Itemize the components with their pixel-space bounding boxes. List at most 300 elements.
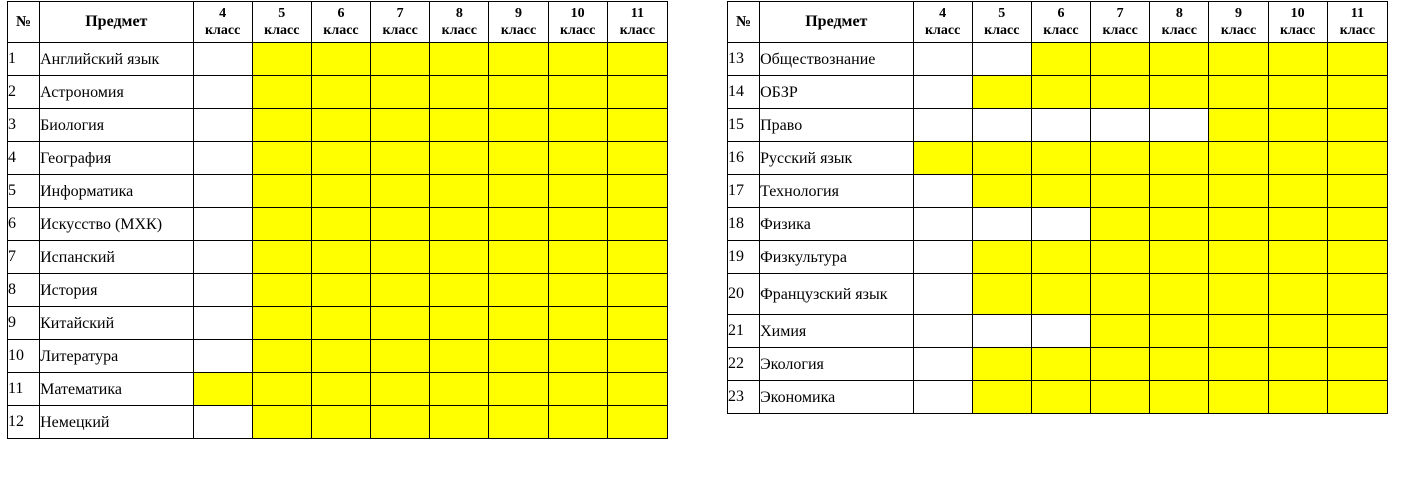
row-number: 6 (8, 208, 40, 241)
grade-cell-available (1031, 381, 1090, 414)
grade-cell-available (1327, 142, 1387, 175)
column-header-grade-7 (1091, 2, 1150, 43)
grade-cell-empty (193, 241, 252, 274)
subject-name: ОБЗР (760, 76, 913, 109)
grade-word: класс (1161, 23, 1197, 38)
grade-cell-available (430, 274, 489, 307)
grade-word: класс (382, 23, 418, 38)
grade-cell-available (1327, 348, 1387, 381)
table-row (728, 315, 1388, 348)
grade-cell-available (607, 76, 667, 109)
table-row (8, 76, 668, 109)
grade-cell-available (548, 43, 607, 76)
grade-cell-available (1150, 315, 1209, 348)
grade-cell-available (1031, 142, 1090, 175)
row-number: 2 (8, 76, 40, 109)
grade-cell-available (311, 175, 370, 208)
grade-cell-available (311, 340, 370, 373)
row-number: 10 (8, 340, 40, 373)
grade-number: 7 (396, 6, 404, 21)
grade-cell-available (311, 208, 370, 241)
grade-cell-empty (972, 315, 1031, 348)
grade-cell-available (371, 208, 430, 241)
grade-number: 7 (1116, 6, 1124, 21)
grade-cell-available (607, 373, 667, 406)
grade-cell-available (1209, 241, 1268, 274)
table-row (8, 175, 668, 208)
grade-cell-available (311, 241, 370, 274)
grade-number: 5 (998, 6, 1006, 21)
grade-word: класс (204, 23, 241, 38)
table-row (8, 373, 668, 406)
row-number: 17 (728, 175, 760, 208)
table-row (728, 241, 1388, 274)
row-number: 1 (8, 43, 40, 76)
grade-cell-available (430, 208, 489, 241)
grade-cell-available (1150, 274, 1209, 315)
grade-cell-available (311, 142, 370, 175)
grade-cell-available (430, 307, 489, 340)
grade-cell-available (1327, 315, 1387, 348)
grade-cell-empty (913, 315, 972, 348)
column-header-number: № (8, 2, 40, 43)
grade-cell-available (607, 142, 667, 175)
grade-cell-available (371, 340, 430, 373)
grade-cell-available (252, 274, 311, 307)
grade-cell-available (1209, 175, 1268, 208)
grade-cell-available (430, 373, 489, 406)
subject-name: Право (760, 109, 913, 142)
grade-number: 10 (570, 6, 585, 21)
grade-cell-available (371, 109, 430, 142)
grade-cell-empty (913, 109, 972, 142)
table-row (728, 142, 1388, 175)
grade-cell-available (548, 76, 607, 109)
row-number: 8 (8, 274, 40, 307)
grade-cell-available (972, 381, 1031, 414)
grade-cell-available (1031, 175, 1090, 208)
grade-cell-available (252, 142, 311, 175)
grade-cell-empty (972, 208, 1031, 241)
row-number: 23 (728, 381, 760, 414)
grade-cell-empty (1091, 109, 1150, 142)
subject-name: Экономика (760, 381, 913, 414)
header-row (8, 2, 668, 43)
row-number: 3 (8, 109, 40, 142)
subject-name: Физика (760, 208, 913, 241)
grade-cell-available (972, 274, 1031, 315)
grade-number: 9 (514, 6, 522, 21)
grade-cell-available (1327, 381, 1387, 414)
grade-cell-available (1327, 109, 1387, 142)
grade-number: 4 (939, 6, 947, 21)
grade-cell-available (1150, 142, 1209, 175)
grade-cell-available (311, 43, 370, 76)
column-header-grade-7 (371, 2, 430, 43)
table-row (728, 208, 1388, 241)
grade-cell-available (548, 340, 607, 373)
row-number: 13 (728, 43, 760, 76)
subject-name: Биология (40, 109, 193, 142)
grade-cell-empty (193, 142, 252, 175)
row-number: 14 (728, 76, 760, 109)
grade-number: 10 (1290, 6, 1305, 21)
table-row (8, 307, 668, 340)
column-header-grade-5 (252, 2, 311, 43)
subjects-table-left (7, 1, 668, 439)
subject-name: Искусство (МХК) (40, 208, 193, 241)
grade-cell-available (252, 208, 311, 241)
grade-cell-available (548, 274, 607, 307)
grade-cell-available (1091, 241, 1150, 274)
grade-cell-available (1031, 274, 1090, 315)
grade-cell-empty (1031, 315, 1090, 348)
grade-cell-available (548, 406, 607, 439)
grade-word: класс (323, 23, 359, 38)
grade-cell-available (1209, 274, 1268, 315)
grade-cell-empty (193, 175, 252, 208)
grade-word: класс (441, 23, 477, 38)
grade-cell-available (371, 307, 430, 340)
column-header-grade-6 (1031, 2, 1090, 43)
grade-word: класс (1339, 23, 1376, 38)
table-row (8, 109, 668, 142)
grade-cell-available (1268, 142, 1327, 175)
grade-word: класс (1220, 23, 1257, 38)
subject-name: Английский язык (40, 43, 193, 76)
grade-cell-available (252, 340, 311, 373)
grade-cell-available (1327, 175, 1387, 208)
grade-cell-available (607, 208, 667, 241)
grade-cell-available (972, 348, 1031, 381)
row-number: 15 (728, 109, 760, 142)
grade-cell-available (972, 142, 1031, 175)
grade-cell-available (1209, 208, 1268, 241)
grade-cell-available (489, 241, 548, 274)
grade-cell-available (430, 142, 489, 175)
grade-cell-available (252, 406, 311, 439)
table-row (8, 406, 668, 439)
grade-cell-available (548, 373, 607, 406)
grade-cell-available (311, 307, 370, 340)
grade-cell-available (1209, 43, 1268, 76)
grade-cell-empty (913, 241, 972, 274)
subject-name: Экология (760, 348, 913, 381)
subject-name: Русский язык (760, 142, 913, 175)
column-header-grade-10 (1268, 2, 1327, 43)
grade-cell-available (252, 175, 311, 208)
grade-cell-available (252, 373, 311, 406)
grade-cell-available (1268, 208, 1327, 241)
grade-cell-empty (1031, 208, 1090, 241)
grade-cell-available (1209, 109, 1268, 142)
column-header-grade-8 (430, 2, 489, 43)
row-number: 5 (8, 175, 40, 208)
grade-number: 6 (1057, 6, 1065, 21)
grade-number: 9 (1234, 6, 1242, 21)
subjects-table-right (727, 1, 1388, 414)
row-number: 18 (728, 208, 760, 241)
column-header-grade-6 (311, 2, 370, 43)
grade-cell-empty (913, 43, 972, 76)
grade-cell-available (1091, 175, 1150, 208)
grade-cell-empty (193, 274, 252, 307)
grade-cell-available (1209, 76, 1268, 109)
grade-cell-available (1031, 76, 1090, 109)
grade-cell-available (489, 43, 548, 76)
subject-name: Обществознание (760, 43, 913, 76)
subject-name: Французский язык (760, 274, 913, 315)
subject-name: Информатика (40, 175, 193, 208)
grade-cell-available (371, 175, 430, 208)
grade-number: 4 (219, 6, 227, 21)
table-row (728, 76, 1388, 109)
grade-cell-available (371, 373, 430, 406)
grade-cell-available (1150, 76, 1209, 109)
table-row (728, 381, 1388, 414)
grade-cell-empty (913, 76, 972, 109)
grade-cell-available (1209, 348, 1268, 381)
subject-name: Испанский (40, 241, 193, 274)
grade-cell-empty (913, 348, 972, 381)
grade-cell-available (489, 406, 548, 439)
grade-cell-available (548, 307, 607, 340)
grade-cell-available (548, 175, 607, 208)
grade-cell-available (252, 307, 311, 340)
table-row (728, 348, 1388, 381)
grade-cell-available (1268, 175, 1327, 208)
grade-cell-available (252, 43, 311, 76)
table-row (728, 274, 1388, 315)
grade-cell-empty (913, 175, 972, 208)
grade-cell-available (548, 142, 607, 175)
grade-cell-available (972, 76, 1031, 109)
grade-cell-available (1268, 109, 1327, 142)
subject-name: Физкультура (760, 241, 913, 274)
grade-cell-available (607, 274, 667, 307)
grade-word: класс (1043, 23, 1079, 38)
grade-cell-available (1268, 274, 1327, 315)
grade-cell-available (1091, 274, 1150, 315)
row-number: 16 (728, 142, 760, 175)
grade-cell-available (1091, 43, 1150, 76)
header-row (728, 2, 1388, 43)
grade-cell-available (1268, 315, 1327, 348)
grade-cell-available (430, 76, 489, 109)
grade-cell-empty (913, 381, 972, 414)
grade-cell-empty (193, 208, 252, 241)
grade-cell-available (1209, 142, 1268, 175)
column-header-grade-5 (972, 2, 1031, 43)
grade-cell-available (1327, 43, 1387, 76)
subject-name: Немецкий (40, 406, 193, 439)
subject-name: Астрономия (40, 76, 193, 109)
table-row (8, 142, 668, 175)
grade-cell-available (489, 340, 548, 373)
subject-name: Китайский (40, 307, 193, 340)
grade-cell-available (1091, 142, 1150, 175)
column-header-subject: Предмет (40, 2, 193, 43)
grade-cell-available (1150, 208, 1209, 241)
table-row (8, 274, 668, 307)
grade-cell-available (972, 241, 1031, 274)
grade-cell-available (913, 142, 972, 175)
grade-cell-empty (913, 208, 972, 241)
subject-name: Химия (760, 315, 913, 348)
grade-cell-available (371, 241, 430, 274)
grade-cell-available (1268, 43, 1327, 76)
subject-name: Литература (40, 340, 193, 373)
grade-cell-available (311, 76, 370, 109)
row-number: 20 (728, 274, 760, 315)
grade-cell-available (1327, 76, 1387, 109)
grade-cell-empty (193, 307, 252, 340)
grade-cell-empty (972, 43, 1031, 76)
table-row (8, 241, 668, 274)
grade-cell-available (371, 76, 430, 109)
grade-cell-available (1150, 43, 1209, 76)
grade-cell-available (311, 109, 370, 142)
grade-cell-available (430, 406, 489, 439)
column-header-number: № (728, 2, 760, 43)
grade-number: 8 (1175, 6, 1183, 21)
grade-cell-available (607, 43, 667, 76)
grade-cell-available (489, 109, 548, 142)
grade-cell-available (430, 340, 489, 373)
grade-cell-empty (193, 406, 252, 439)
grade-cell-available (607, 307, 667, 340)
grade-cell-available (548, 241, 607, 274)
column-header-grade-11 (1327, 2, 1387, 43)
grade-number: 11 (1350, 6, 1364, 21)
grade-cell-available (430, 175, 489, 208)
column-header-grade-11 (607, 2, 667, 43)
grade-cell-available (430, 109, 489, 142)
table-row (8, 43, 668, 76)
grade-cell-available (1327, 208, 1387, 241)
column-header-grade-4 (193, 2, 252, 43)
grade-word: класс (619, 23, 656, 38)
grade-cell-available (607, 406, 667, 439)
grade-word: класс (924, 23, 961, 38)
row-number: 12 (8, 406, 40, 439)
grade-cell-available (1268, 348, 1327, 381)
grade-cell-empty (193, 109, 252, 142)
grade-cell-available (252, 109, 311, 142)
grade-cell-empty (972, 109, 1031, 142)
subject-name: География (40, 142, 193, 175)
grade-cell-available (607, 175, 667, 208)
column-header-grade-9 (1209, 2, 1268, 43)
grade-cell-available (607, 340, 667, 373)
grade-cell-available (1091, 315, 1150, 348)
grade-cell-available (1209, 315, 1268, 348)
grade-cell-available (548, 109, 607, 142)
grade-cell-available (489, 142, 548, 175)
grade-cell-available (1091, 208, 1150, 241)
grade-cell-available (1150, 175, 1209, 208)
row-number: 11 (8, 373, 40, 406)
grade-word: класс (984, 23, 1020, 38)
column-header-grade-9 (489, 2, 548, 43)
grade-cell-available (311, 406, 370, 439)
grade-cell-available (489, 274, 548, 307)
grade-cell-available (489, 307, 548, 340)
subject-name: Математика (40, 373, 193, 406)
grade-number: 5 (278, 6, 286, 21)
grade-cell-available (371, 142, 430, 175)
grade-cell-empty (913, 274, 972, 315)
table-row (728, 109, 1388, 142)
grade-cell-available (1327, 241, 1387, 274)
grade-cell-available (607, 109, 667, 142)
grade-cell-available (430, 43, 489, 76)
table-row (728, 43, 1388, 76)
row-number: 4 (8, 142, 40, 175)
grade-cell-empty (1031, 109, 1090, 142)
subject-name: История (40, 274, 193, 307)
grade-cell-available (311, 274, 370, 307)
row-number: 7 (8, 241, 40, 274)
grade-cell-available (311, 373, 370, 406)
grade-cell-available (489, 175, 548, 208)
grade-cell-available (1091, 76, 1150, 109)
grade-cell-empty (193, 76, 252, 109)
grade-word: класс (264, 23, 300, 38)
grade-cell-available (1150, 381, 1209, 414)
table-row (8, 340, 668, 373)
grade-cell-available (1327, 274, 1387, 315)
grade-cell-available (1268, 381, 1327, 414)
grade-cell-available (1209, 381, 1268, 414)
grade-word: класс (559, 23, 596, 38)
table-row (728, 175, 1388, 208)
grade-cell-available (607, 241, 667, 274)
grade-word: класс (1102, 23, 1138, 38)
grade-cell-available (1091, 381, 1150, 414)
grade-cell-available (972, 175, 1031, 208)
grade-cell-available (489, 373, 548, 406)
grade-word: класс (500, 23, 537, 38)
subject-name: Технология (760, 175, 913, 208)
grade-cell-available (371, 406, 430, 439)
grade-cell-available (430, 241, 489, 274)
grade-cell-available (1031, 43, 1090, 76)
column-header-subject: Предмет (760, 2, 913, 43)
row-number: 9 (8, 307, 40, 340)
grade-cell-available (1031, 241, 1090, 274)
grade-number: 6 (337, 6, 345, 21)
grade-cell-empty (193, 340, 252, 373)
grade-cell-available (489, 208, 548, 241)
grade-cell-available (1031, 348, 1090, 381)
grade-cell-available (252, 241, 311, 274)
grade-cell-available (489, 76, 548, 109)
row-number: 19 (728, 241, 760, 274)
grade-cell-available (548, 208, 607, 241)
grade-cell-available (1150, 241, 1209, 274)
grade-number: 8 (455, 6, 463, 21)
grade-cell-available (1150, 348, 1209, 381)
row-number: 21 (728, 315, 760, 348)
grade-cell-available (1268, 241, 1327, 274)
row-number: 22 (728, 348, 760, 381)
grade-cell-available (1091, 348, 1150, 381)
grade-word: класс (1279, 23, 1316, 38)
column-header-grade-4 (913, 2, 972, 43)
column-header-grade-10 (548, 2, 607, 43)
column-header-grade-8 (1150, 2, 1209, 43)
